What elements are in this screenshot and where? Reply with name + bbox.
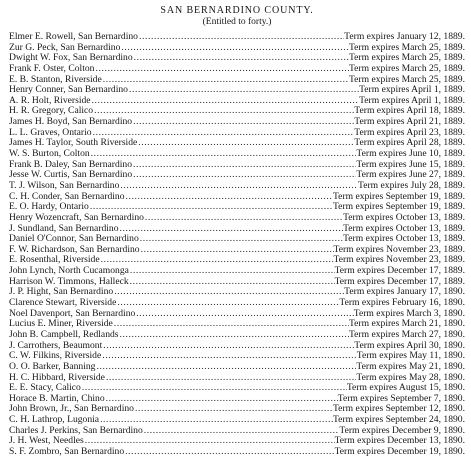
person-name: James H. Taylor, South Riverside	[9, 138, 138, 149]
person-name: Zur G. Peck, San Bernardino	[9, 42, 121, 53]
county-title: SAN BERNARDINO COUNTY.	[160, 5, 314, 16]
person-name: L. L. Graves, Ontario	[9, 127, 92, 138]
list-item	[9, 362, 465, 373]
person-name: H. R. Gregory, Calico	[9, 106, 94, 117]
dot-leader	[132, 160, 356, 171]
dot-leader	[132, 170, 356, 181]
list-item	[9, 287, 465, 298]
person-name: A. R. Holt, Riverside	[9, 95, 91, 106]
dot-leader	[143, 426, 340, 437]
list-item	[9, 234, 465, 245]
person-name: Clarence Stewart, Riverside	[9, 298, 117, 309]
person-name: W. S. Burton, Colton	[9, 149, 90, 160]
term-expiry: Term expires March 25, 1889.	[348, 63, 465, 74]
term-expiry: Term expires March 25, 1889.	[348, 53, 465, 64]
list-item	[9, 106, 465, 117]
dot-leader	[135, 309, 353, 320]
list-item	[9, 255, 465, 266]
notary-list	[9, 32, 465, 458]
term-expiry: Term expires June 15, 1889.	[356, 159, 465, 170]
list-item	[9, 436, 465, 447]
person-name: Horace B. Martin, Chino	[9, 393, 105, 404]
term-expiry: Term expires April 23, 1889.	[354, 127, 465, 138]
dot-leader	[95, 362, 356, 373]
person-name: James H. Boyd, San Bernardino	[9, 117, 133, 128]
person-name: C. H. Lathrop, Lugonia	[9, 415, 100, 426]
person-name: Jesse W. Curtis, San Bernardino	[9, 170, 133, 181]
list-item	[9, 245, 465, 256]
term-expiry: Term expires January 17, 1890.	[344, 287, 465, 298]
list-item	[9, 170, 465, 181]
term-expiry: Term expires November 23, 1889.	[333, 255, 465, 266]
person-name: J. P. Hight, San Bernardino	[9, 287, 114, 298]
list-item	[9, 64, 465, 75]
list-item	[9, 43, 465, 54]
person-name: John Brown, Jr., San Bernardino	[9, 404, 134, 415]
term-expiry: Term expires May 21, 1890.	[356, 361, 465, 372]
term-expiry: Term expires December 19, 1890.	[334, 446, 465, 457]
list-item	[9, 160, 465, 171]
dot-leader	[100, 255, 334, 266]
list-item	[9, 192, 465, 203]
term-expiry: Term expires December 17, 1889.	[334, 276, 465, 287]
term-expiry: Term expires March 21, 1890.	[348, 319, 465, 330]
term-expiry: Term expires April 28, 1889.	[354, 138, 465, 149]
term-expiry: Term expires April 1, 1889.	[359, 95, 465, 106]
term-expiry: Term expires April 21, 1889.	[354, 117, 465, 128]
term-expiry: Term expires May 11, 1890.	[356, 351, 465, 362]
list-item	[9, 149, 465, 160]
dot-leader	[138, 32, 344, 43]
list-item	[9, 415, 465, 426]
dot-leader	[140, 245, 334, 256]
person-name: Henry Conner, San Bernardino	[9, 85, 128, 96]
dot-leader	[119, 330, 349, 341]
term-expiry: Term expires March 27, 1890.	[348, 329, 465, 340]
person-name: E. O. Hardy, Ontario	[9, 202, 89, 213]
dot-leader	[102, 341, 354, 352]
dot-leader	[125, 192, 333, 203]
term-expiry: Term expires September 19, 1889.	[332, 191, 465, 202]
dot-leader	[102, 75, 349, 86]
list-item	[9, 213, 465, 224]
list-item	[9, 96, 465, 107]
term-expiry: Term expires April 1, 1889.	[359, 85, 465, 96]
term-expiry: Term expires December 13, 1890.	[334, 436, 465, 447]
term-expiry: Term expires September 19, 1889.	[332, 202, 465, 213]
dot-leader	[99, 415, 333, 426]
dot-leader	[119, 224, 344, 235]
term-expiry: Term expires February 16, 1890.	[339, 298, 465, 309]
person-name: C. W. Filkins, Riverside	[9, 351, 102, 362]
dot-leader	[84, 436, 335, 447]
list-item	[9, 85, 465, 96]
dot-leader	[81, 383, 347, 394]
dot-leader	[90, 149, 357, 160]
person-name: Elmer E. Rowell, San Bernardino	[9, 32, 138, 42]
list-item	[9, 75, 465, 86]
list-item	[9, 351, 465, 362]
term-expiry: Term expires November 23, 1889.	[333, 244, 465, 255]
dot-leader	[105, 394, 338, 405]
dot-leader	[116, 298, 339, 309]
dot-leader	[134, 404, 333, 415]
term-expiry: Term expires April 30, 1890.	[354, 340, 465, 351]
term-expiry: Term expires January 12, 1889.	[344, 32, 465, 42]
person-name: Noel Davenport, San Bernardino	[9, 308, 136, 319]
dot-leader	[105, 373, 356, 384]
list-item	[9, 373, 465, 384]
list-item	[9, 298, 465, 309]
term-expiry: Term expires December 9, 1890.	[339, 425, 465, 436]
term-expiry: Term expires October 13, 1889.	[343, 234, 465, 245]
term-expiry: Term expires March 25, 1889.	[348, 74, 465, 85]
list-item	[9, 224, 465, 235]
list-item	[9, 53, 465, 64]
dot-leader	[89, 202, 333, 213]
list-item	[9, 394, 465, 405]
person-name: Lucius E. Miner, Riverside	[9, 319, 113, 330]
person-name: F. W. Richardson, San Bernardino	[9, 244, 140, 255]
person-name: Daniel O'Connor, San Bernardino	[9, 234, 139, 245]
person-name: H. C. Hibbard, Riverside	[9, 372, 105, 383]
dot-leader	[137, 138, 354, 149]
term-expiry: Term expires December 17, 1889.	[334, 266, 465, 277]
dot-leader	[139, 234, 343, 245]
list-item	[9, 309, 465, 320]
person-name: John B. Campbell, Redlands	[9, 329, 119, 340]
term-expiry: Term expires March 25, 1889.	[348, 42, 465, 53]
dot-leader	[124, 447, 334, 458]
dot-leader	[92, 128, 355, 139]
dot-leader	[113, 319, 349, 330]
dot-leader	[91, 96, 360, 107]
list-item	[9, 319, 465, 330]
person-name: Harrison W. Timmons, Halleck	[9, 276, 129, 287]
person-name: Henry Wozencraft, San Bernardino	[9, 212, 144, 223]
list-item	[9, 266, 465, 277]
person-name: J. Carrothers, Beaumont	[9, 340, 103, 351]
dot-leader	[93, 106, 354, 117]
dot-leader	[133, 53, 349, 64]
dot-leader	[113, 287, 344, 298]
dot-leader	[101, 351, 357, 362]
list-item	[9, 404, 465, 415]
term-expiry: Term expires June 10, 1889.	[356, 149, 465, 160]
list-item	[9, 202, 465, 213]
dot-leader	[144, 213, 343, 224]
county-subtitle: (Entitled to forty.)	[202, 17, 272, 27]
list-item	[9, 330, 465, 341]
dot-leader	[119, 181, 358, 192]
term-expiry: Term expires June 27, 1889.	[356, 170, 465, 181]
person-name: E. B. Stanton, Riverside	[9, 74, 102, 85]
list-item	[9, 277, 465, 288]
dot-leader	[132, 117, 354, 128]
person-name: Frank B. Daley, San Bernardino	[9, 159, 133, 170]
term-expiry: Term expires August 15, 1890.	[346, 383, 465, 394]
person-name: E. E. Stacy, Calico	[9, 383, 81, 394]
list-item	[9, 341, 465, 352]
person-name: O. O. Barker, Banning	[9, 361, 96, 372]
list-item	[9, 128, 465, 139]
term-expiry: Term expires September 12, 1890.	[332, 404, 465, 415]
list-item	[9, 117, 465, 128]
person-name: Charles J. Perkins, San Bernardino	[9, 425, 143, 436]
dot-leader	[129, 277, 335, 288]
term-expiry: Term expires July 28, 1889.	[358, 180, 465, 191]
dot-leader	[120, 43, 349, 54]
term-expiry: Term expires September 24, 1890.	[332, 415, 465, 426]
person-name: John Lynch, North Cucamonga	[9, 266, 129, 277]
term-expiry: Term expires September 7, 1890.	[337, 393, 465, 404]
term-expiry: Term expires October 13, 1889.	[343, 223, 465, 234]
list-item	[9, 447, 465, 458]
person-name: J. H. West, Needles	[9, 436, 84, 447]
list-item	[9, 383, 465, 394]
list-item	[9, 138, 465, 149]
person-name: T. J. Wilson, San Bernardino	[9, 180, 120, 191]
person-name: C. H. Conder, San Bernardino	[9, 191, 125, 202]
person-name: Frank F. Oster, Colton	[9, 63, 95, 74]
term-expiry: Term expires April 18, 1889.	[354, 106, 465, 117]
list-item	[9, 426, 465, 437]
person-name: S. F. Zombro, San Bernardino	[9, 446, 125, 457]
dot-leader	[94, 64, 349, 75]
term-expiry: Term expires March 3, 1890.	[353, 308, 465, 319]
person-name: E. Rosenthal, Riverside	[9, 255, 100, 266]
list-item	[9, 32, 465, 43]
person-name: J. Sundland, San Bernardino	[9, 223, 119, 234]
list-item	[9, 181, 465, 192]
dot-leader	[128, 85, 359, 96]
term-expiry: Term expires May 28, 1890.	[356, 372, 465, 383]
dot-leader	[129, 266, 335, 277]
term-expiry: Term expires October 13, 1889.	[343, 212, 465, 223]
person-name: Dwight W. Fox, San Bernardino	[9, 53, 133, 64]
